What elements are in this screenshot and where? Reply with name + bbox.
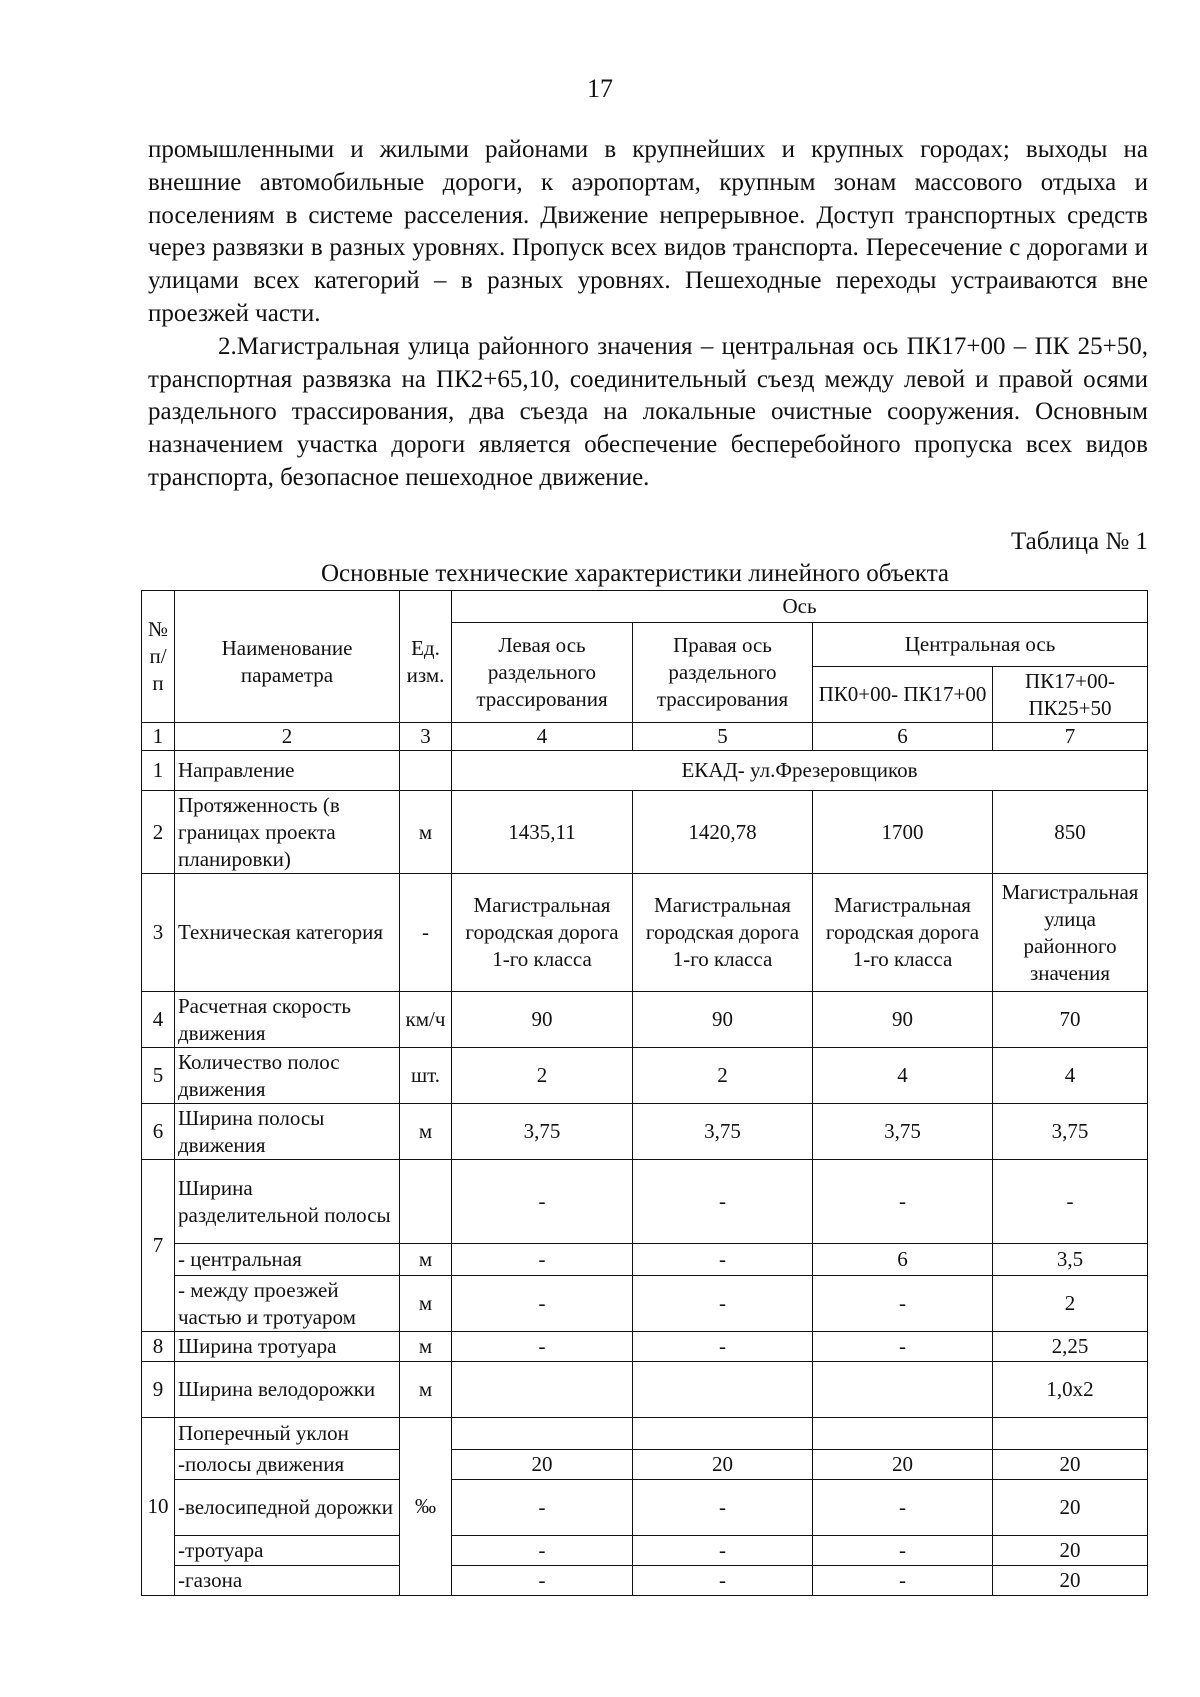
table-row bbox=[142, 1276, 1148, 1332]
header-central-axis: Центральная ось bbox=[813, 623, 1148, 667]
row-unit: м bbox=[400, 1244, 452, 1276]
col-number: 2 bbox=[175, 723, 400, 751]
row-cell: 3,5 bbox=[993, 1244, 1148, 1276]
row-cell: - bbox=[452, 1244, 633, 1276]
row-cell: 20 bbox=[633, 1450, 813, 1480]
col-number: 6 bbox=[813, 723, 993, 751]
row-name: Поперечный уклон bbox=[175, 1418, 400, 1450]
row-cell: - bbox=[813, 1480, 993, 1536]
table-row bbox=[142, 1418, 1148, 1450]
row-cell bbox=[633, 1362, 813, 1418]
row-cell: Магистральная городская дорога 1-го класса bbox=[813, 874, 993, 992]
row-cell: - bbox=[633, 1244, 813, 1276]
row-cell: 2 bbox=[633, 1048, 813, 1104]
row-unit: - bbox=[400, 874, 452, 992]
row-num: 8 bbox=[142, 1332, 175, 1362]
row-cell: 3,75 bbox=[813, 1104, 993, 1160]
row-cell: - bbox=[813, 1332, 993, 1362]
col-number: 5 bbox=[633, 723, 813, 751]
row-cell: - bbox=[633, 1276, 813, 1332]
col-number: 1 bbox=[142, 723, 175, 751]
row-name: Ширина велодорожки bbox=[175, 1362, 400, 1418]
row-name: -газона bbox=[175, 1566, 400, 1596]
row-cell: - bbox=[452, 1276, 633, 1332]
row-num: 4 bbox=[142, 992, 175, 1048]
table-row bbox=[142, 1362, 1148, 1418]
row-cell: 20 bbox=[993, 1536, 1148, 1566]
row-cell bbox=[633, 1418, 813, 1450]
table-row bbox=[142, 874, 1148, 992]
row-unit bbox=[400, 1160, 452, 1244]
header-row-1 bbox=[142, 591, 1148, 623]
body-text bbox=[148, 134, 1148, 495]
row-num: 2 bbox=[142, 791, 175, 874]
row-cell: 3,75 bbox=[452, 1104, 633, 1160]
paragraph-2: 2.Магистральная улица районного значения – центральная ось ПК17+00 – ПК 25+50, транспортная развязка на ПК2+65,10, соединительный съезд между левой и правой осями раздельного трассирования, два съезда на локальные очистные сооружения. Основным назначением участка дороги является обеспечение бесперебойного пропуска всех видов транспорта, безопасное пешеходное движение. bbox=[148, 332, 1148, 491]
row-name: Направление bbox=[175, 751, 400, 791]
row-name: Количество полос движения bbox=[175, 1048, 400, 1104]
page-number: 17 bbox=[587, 74, 613, 103]
row-name: - центральная bbox=[175, 1244, 400, 1276]
row-name: Расчетная скорость движения bbox=[175, 992, 400, 1048]
table-row bbox=[142, 751, 1148, 791]
row-name: Ширина полосы движения bbox=[175, 1104, 400, 1160]
row-name: Ширина тротуара bbox=[175, 1332, 400, 1362]
row-cell: - bbox=[633, 1566, 813, 1596]
table-row bbox=[142, 1566, 1148, 1596]
row-cell: - bbox=[633, 1332, 813, 1362]
table-row bbox=[142, 791, 1148, 874]
row-cell: 2,25 bbox=[993, 1332, 1148, 1362]
header-num: № п/ п bbox=[142, 591, 175, 723]
row-cell: 3,75 bbox=[993, 1104, 1148, 1160]
header-axis: Ось bbox=[452, 591, 1148, 623]
row-cell: - bbox=[813, 1566, 993, 1596]
table-title: Основные технические характеристики линейного объекта bbox=[320, 560, 950, 587]
row-cell: - bbox=[452, 1536, 633, 1566]
row-cell: 6 bbox=[813, 1244, 993, 1276]
table-row bbox=[142, 1332, 1148, 1362]
header-central-1: ПК0+00- ПК17+00 bbox=[813, 667, 993, 723]
header-central-2: ПК17+00- ПК25+50 bbox=[993, 667, 1148, 723]
row-cell: 1420,78 bbox=[633, 791, 813, 874]
table-number: Таблица № 1 bbox=[1010, 528, 1148, 555]
row-name: Техническая категория bbox=[175, 874, 400, 992]
row-cell: - bbox=[993, 1160, 1148, 1244]
row-unit: м bbox=[400, 791, 452, 874]
row-cell: - bbox=[452, 1160, 633, 1244]
row-cell: 2 bbox=[452, 1048, 633, 1104]
row-num: 9 bbox=[142, 1362, 175, 1418]
row-unit: м bbox=[400, 1362, 452, 1418]
row-name: Ширина разделительной полосы bbox=[175, 1160, 400, 1244]
row-num: 5 bbox=[142, 1048, 175, 1104]
table-row bbox=[142, 1104, 1148, 1160]
table-row bbox=[142, 992, 1148, 1048]
row-unit: м bbox=[400, 1104, 452, 1160]
row-cell: - bbox=[452, 1480, 633, 1536]
row-cell bbox=[813, 1362, 993, 1418]
row-cell: - bbox=[452, 1566, 633, 1596]
table-row bbox=[142, 1160, 1148, 1244]
row-cell bbox=[993, 1418, 1148, 1450]
col-number: 7 bbox=[993, 723, 1148, 751]
row-cell: Магистральная городская дорога 1-го класса bbox=[452, 874, 633, 992]
row-name: -полосы движения bbox=[175, 1450, 400, 1480]
col-number: 4 bbox=[452, 723, 633, 751]
row-cell: 850 bbox=[993, 791, 1148, 874]
row-cell: - bbox=[813, 1160, 993, 1244]
header-unit: Ед. изм. bbox=[400, 591, 452, 723]
table-row bbox=[142, 1480, 1148, 1536]
row-cell: 4 bbox=[993, 1048, 1148, 1104]
row-cell: Магистральная городская дорога 1-го класса bbox=[633, 874, 813, 992]
row-unit: км/ч bbox=[400, 992, 452, 1048]
row-num: 6 bbox=[142, 1104, 175, 1160]
row-cell: 1,0x2 bbox=[993, 1362, 1148, 1418]
row-unit: м bbox=[400, 1332, 452, 1362]
row-cell: - bbox=[813, 1276, 993, 1332]
row-cell: Магистральная улица районного значения bbox=[993, 874, 1148, 992]
row-cell: - bbox=[813, 1536, 993, 1566]
direction-value: ЕКАД- ул.Фрезеровщиков bbox=[452, 751, 1148, 791]
row-unit: ‰ bbox=[400, 1418, 452, 1596]
row-cell: - bbox=[633, 1536, 813, 1566]
row-name: -тротуара bbox=[175, 1536, 400, 1566]
row-cell: 90 bbox=[633, 992, 813, 1048]
row-unit: шт. bbox=[400, 1048, 452, 1104]
row-num: 3 bbox=[142, 874, 175, 992]
row-name: -велосипедной дорожки bbox=[175, 1480, 400, 1536]
header-right-axis: Правая ось раздельного трассирования bbox=[633, 623, 813, 723]
table-row bbox=[142, 1244, 1148, 1276]
row-cell: 3,75 bbox=[633, 1104, 813, 1160]
row-cell: 1700 bbox=[813, 791, 993, 874]
row-cell: 20 bbox=[993, 1566, 1148, 1596]
header-left-axis: Левая ось раздельного трассирования bbox=[452, 623, 633, 723]
table-row bbox=[142, 1048, 1148, 1104]
row-unit: м bbox=[400, 1276, 452, 1332]
table-row bbox=[142, 1536, 1148, 1566]
row-num: 1 bbox=[142, 751, 175, 791]
row-cell bbox=[452, 1362, 633, 1418]
row-cell: 1435,11 bbox=[452, 791, 633, 874]
col-number: 3 bbox=[400, 723, 452, 751]
specs-table bbox=[141, 590, 1148, 1596]
row-unit bbox=[400, 751, 452, 791]
row-cell: 20 bbox=[993, 1450, 1148, 1480]
row-name: - между проезжей частью и тротуаром bbox=[175, 1276, 400, 1332]
row-cell bbox=[452, 1418, 633, 1450]
row-name: Протяженность (в границах проекта планировки) bbox=[175, 791, 400, 874]
row-num: 7 bbox=[142, 1160, 175, 1332]
row-num: 10 bbox=[142, 1418, 175, 1596]
row-cell: 90 bbox=[813, 992, 993, 1048]
row-cell: - bbox=[452, 1332, 633, 1362]
paragraph-1: промышленными и жилыми районами в крупнейших и крупных городах; выходы на внешние автомобильные дороги, к аэропортам, крупным зонам массового отдыха и поселениям в системе расселения. Движение непрерывное. Доступ транспортных средств через развязки в разных уровнях. Пропуск всех видов транспорта. Пересечение с дорогами и улицами всех категорий – в разных уровнях. Пешеходные переходы устраиваются вне проезжей части. bbox=[148, 136, 1148, 327]
row-cell: - bbox=[633, 1480, 813, 1536]
row-cell: 70 bbox=[993, 992, 1148, 1048]
row-cell: 90 bbox=[452, 992, 633, 1048]
row-cell: 20 bbox=[813, 1450, 993, 1480]
row-cell: 2 bbox=[993, 1276, 1148, 1332]
row-cell bbox=[813, 1418, 993, 1450]
row-cell: 20 bbox=[452, 1450, 633, 1480]
row-cell: 20 bbox=[993, 1480, 1148, 1536]
table-row bbox=[142, 1450, 1148, 1480]
row-cell: - bbox=[633, 1160, 813, 1244]
row-cell: 4 bbox=[813, 1048, 993, 1104]
header-name: Наименование параметра bbox=[175, 591, 400, 723]
column-numbers-row bbox=[142, 723, 1148, 751]
